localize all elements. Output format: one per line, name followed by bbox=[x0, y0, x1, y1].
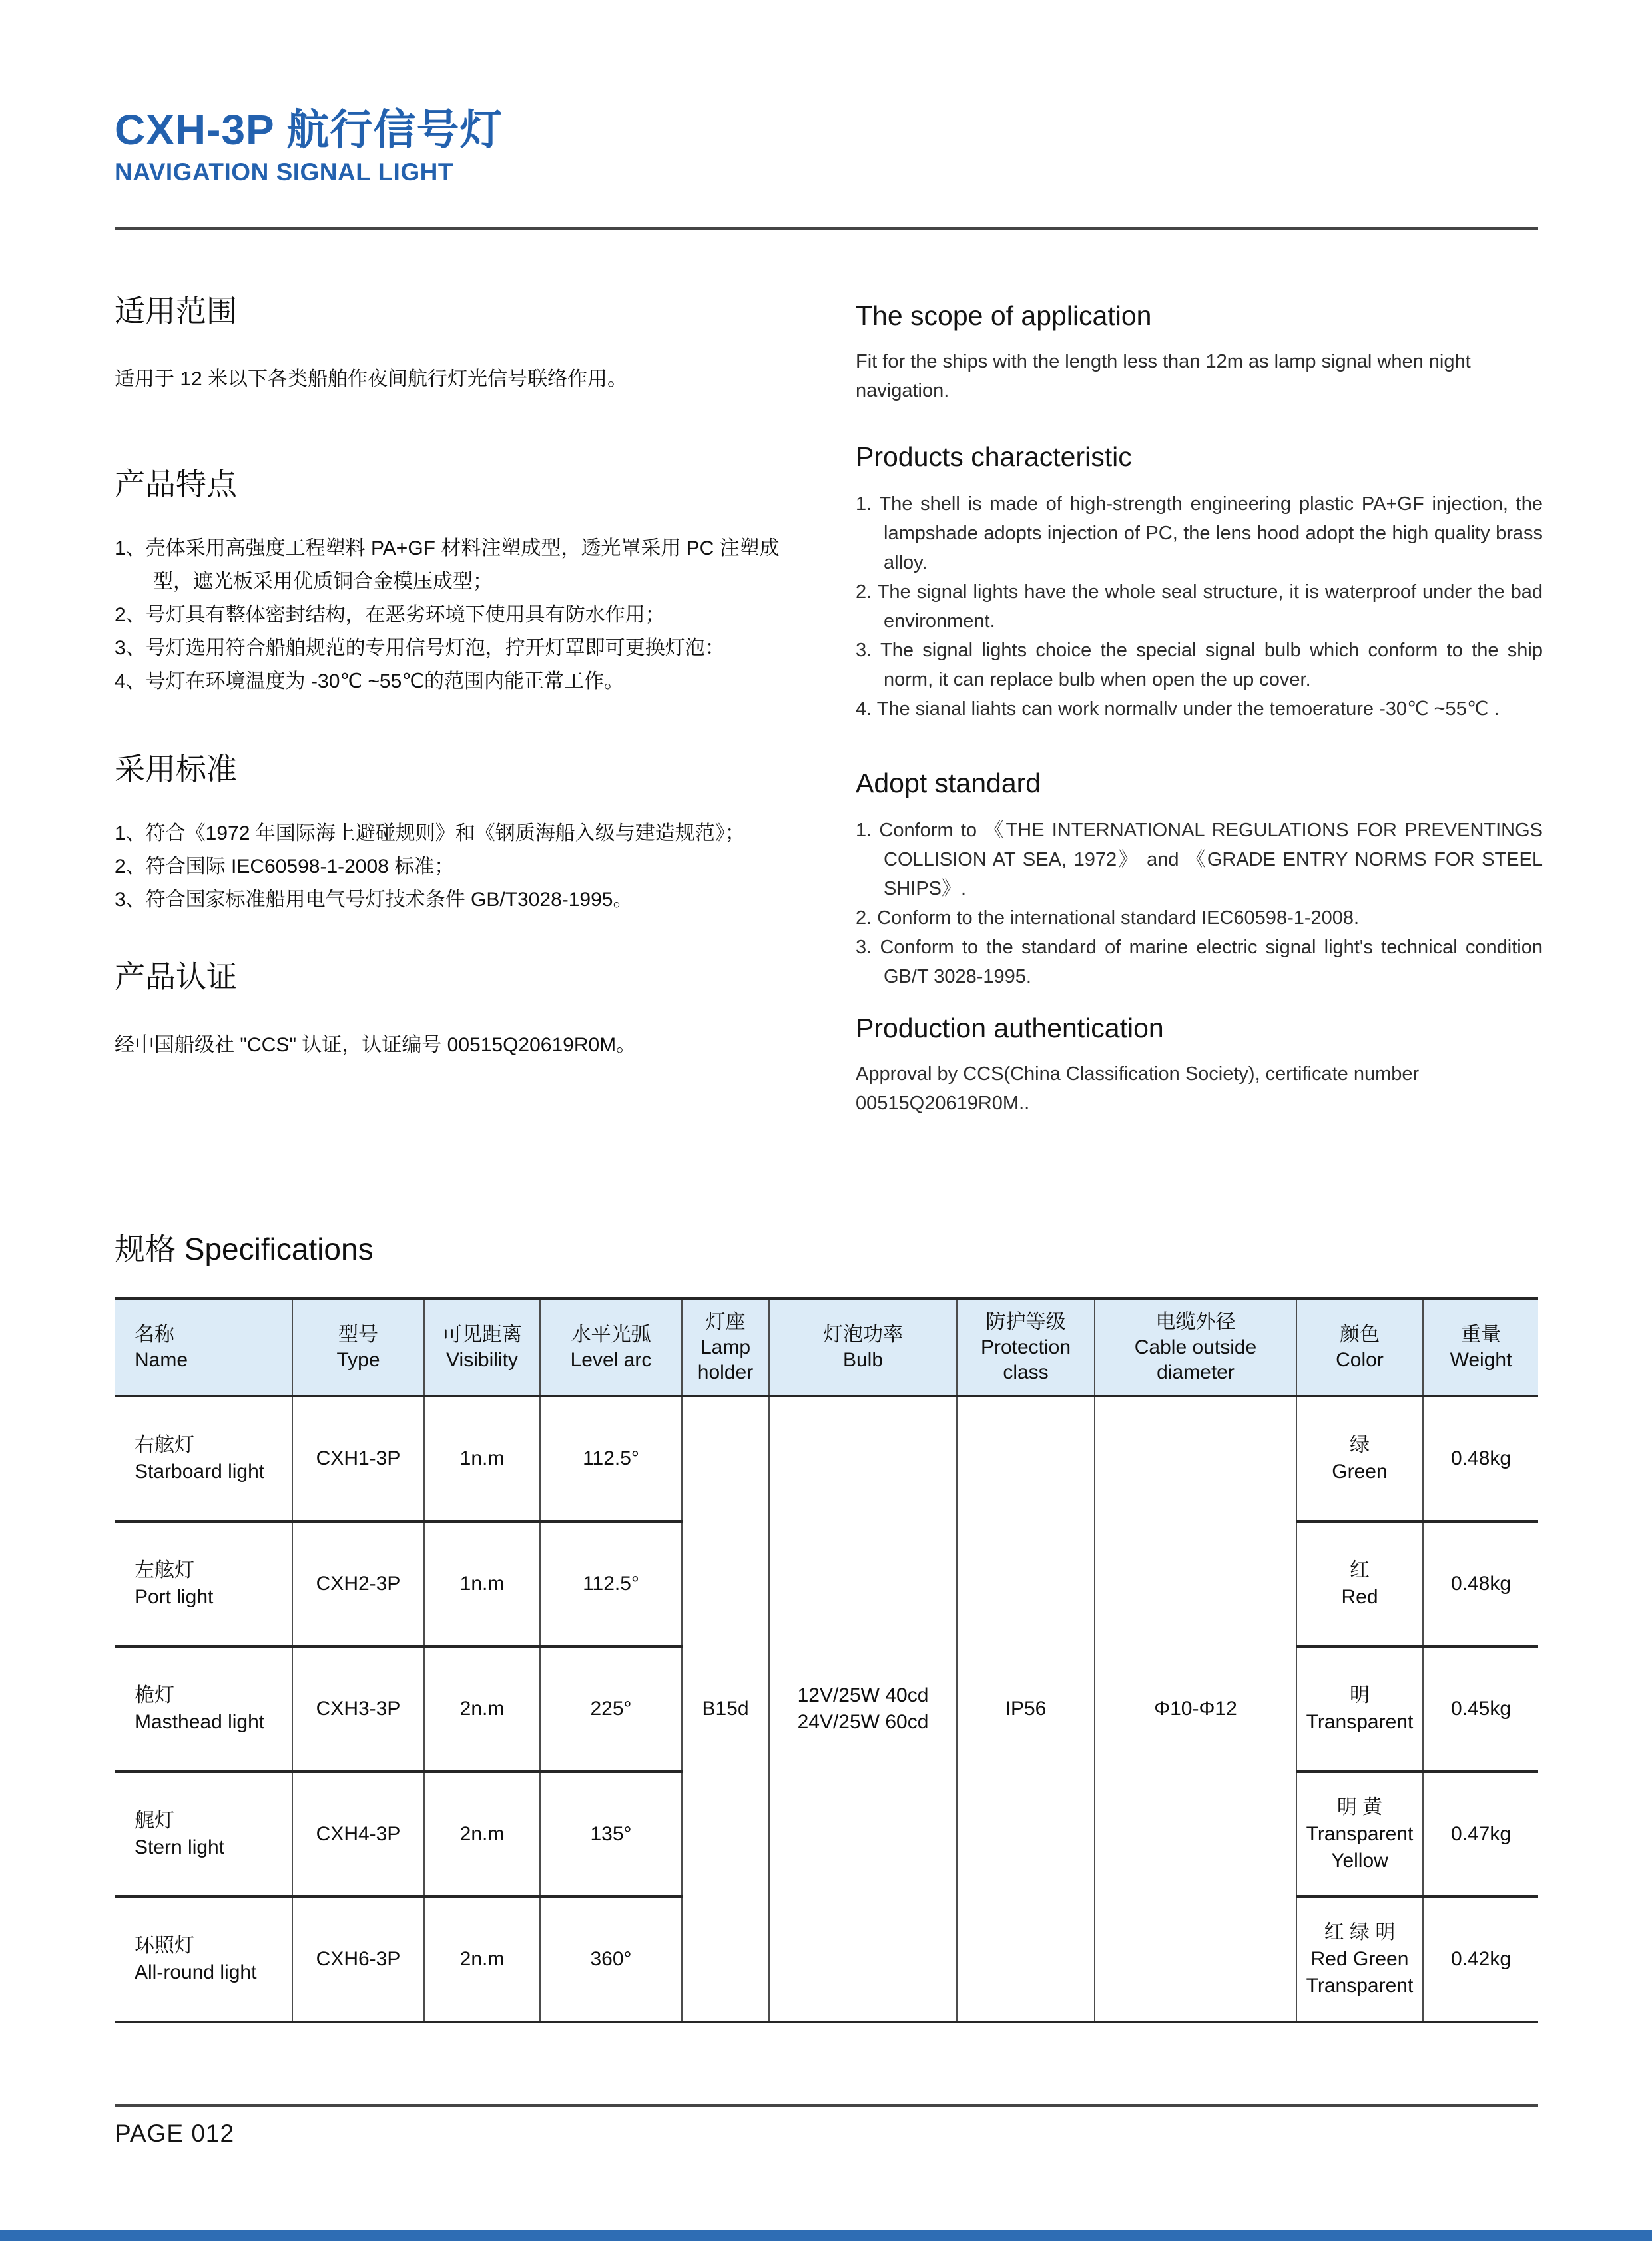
col-header-name bbox=[115, 1299, 292, 1397]
cell-visibility: 1n.m bbox=[424, 1396, 540, 1521]
col-header-visibility bbox=[424, 1299, 540, 1397]
list-item: 3. The signal lights choice the special signal bulb which conform to the ship norm, it can replace bulb when open the up cover. bbox=[856, 640, 1543, 691]
col-header-cn: 电缆外径 bbox=[1155, 1311, 1236, 1333]
specifications-heading: 规格 Specifications bbox=[115, 1232, 374, 1266]
color-cn: 明 bbox=[1350, 1684, 1370, 1706]
cell-weight: 0.48kg bbox=[1423, 1396, 1538, 1521]
cell-visibility: 2n.m bbox=[424, 1646, 540, 1772]
col-header-cn: 水平光弧 bbox=[571, 1324, 651, 1346]
name-cn: 左舷灯 bbox=[135, 1559, 194, 1581]
col-header-en: Bulb bbox=[842, 1349, 884, 1371]
list-item: 2. Conform to the international standard IEC60598-1-2008. bbox=[856, 907, 1360, 929]
col-header-en: Weight bbox=[1450, 1349, 1512, 1371]
header-divider bbox=[115, 227, 1538, 230]
section-body: 适用于 12 米以下各类船舶作夜间航行灯光信号联络作用。 bbox=[115, 368, 628, 391]
list-item: 2. The signal lights have the whole seal structure, it is waterproof under the bad environment. bbox=[856, 581, 1543, 632]
cell-color bbox=[1296, 1521, 1423, 1646]
name-cn: 艉灯 bbox=[135, 1810, 174, 1832]
col-header-cable-diameter bbox=[1095, 1299, 1296, 1397]
col-header-weight bbox=[1423, 1299, 1538, 1397]
cell-level-arc: 112.5° bbox=[540, 1521, 682, 1646]
bulb-line-2: 24V/25W 60cd bbox=[797, 1711, 929, 1733]
cell-weight: 0.47kg bbox=[1423, 1772, 1538, 1897]
list-item: 1、符合《1972 年国际海上避碰规则》和《钢质海船入级与建造规范》； bbox=[115, 822, 745, 845]
standard-list bbox=[856, 816, 1543, 991]
name-cn: 右舷灯 bbox=[135, 1434, 194, 1456]
color-en: Transparent bbox=[1306, 1711, 1414, 1733]
cell-type: CXH1-3P bbox=[292, 1396, 424, 1521]
col-header-cn: 型号 bbox=[338, 1324, 378, 1346]
name-en: Port light bbox=[135, 1586, 214, 1608]
section-heading: 采用标准 bbox=[115, 752, 237, 786]
col-header-cn: 颜色 bbox=[1340, 1324, 1380, 1346]
col-header-cn: 灯座 bbox=[705, 1311, 746, 1333]
specifications-table bbox=[115, 1297, 1538, 2023]
list-item: 1. The shell is made of high-strength engineering plastic PA+GF injection, the lampshade adopts injection of PC, the lens hood adopt the high quality brass alloy. bbox=[856, 493, 1543, 574]
col-header-en: Protection class bbox=[980, 1336, 1071, 1383]
color-cn: 红 bbox=[1350, 1559, 1370, 1581]
color-cn: 红 绿 明 bbox=[1324, 1921, 1396, 1943]
cell-cable-diameter: Φ10-Φ12 bbox=[1095, 1396, 1296, 2022]
cell-level-arc: 135° bbox=[540, 1772, 682, 1897]
col-header-type bbox=[292, 1299, 424, 1397]
list-item: 2、号灯具有整体密封结构，在恶劣环境下使用具有防水作用； bbox=[115, 604, 665, 626]
cell-color bbox=[1296, 1772, 1423, 1897]
col-header-cn: 名称 bbox=[135, 1324, 174, 1346]
bulb-line-1: 12V/25W 40cd bbox=[797, 1684, 929, 1706]
cell-type: CXH4-3P bbox=[292, 1772, 424, 1897]
section-heading: The scope of application bbox=[856, 300, 1152, 331]
section-body: 经中国船级社 "CCS" 认证，认证编号 00515Q20619R0M。 bbox=[115, 1034, 637, 1057]
color-cn: 绿 bbox=[1350, 1434, 1370, 1456]
list-item: 4、号灯在环境温度为 -30℃ ~55℃的范围内能正常工作。 bbox=[115, 670, 624, 693]
cell-name bbox=[115, 1521, 292, 1646]
color-en: Transparent Yellow bbox=[1306, 1823, 1414, 1871]
color-cn: 明 黄 bbox=[1336, 1796, 1383, 1818]
cell-name bbox=[115, 1396, 292, 1521]
name-en: Starboard light bbox=[135, 1461, 265, 1483]
page-number: PAGE 012 bbox=[115, 2120, 235, 2147]
cell-weight: 0.48kg bbox=[1423, 1521, 1538, 1646]
standards-list bbox=[115, 817, 787, 917]
col-header-level-arc bbox=[540, 1299, 682, 1397]
name-en: Stern light bbox=[135, 1836, 225, 1858]
cell-protection-class: IP56 bbox=[957, 1396, 1095, 2022]
list-item: 4. The sianal liahts can work normallv under the temoerature -30℃ ~55℃ . bbox=[856, 698, 1500, 720]
section-heading: 产品特点 bbox=[115, 467, 237, 501]
list-item: 1、壳体采用高强度工程塑料 PA+GF 材料注塑成型，透光罩采用 PC 注塑成型，遮光板采用优质铜合金模压成型； bbox=[115, 537, 780, 593]
cell-visibility: 1n.m bbox=[424, 1521, 540, 1646]
cell-color bbox=[1296, 1396, 1423, 1521]
cell-bulb bbox=[769, 1396, 957, 2022]
name-en: All-round light bbox=[135, 1961, 257, 1983]
section-authentication-en bbox=[856, 1012, 1543, 1118]
name-cn: 环照灯 bbox=[135, 1935, 194, 1957]
footer-divider bbox=[115, 2104, 1538, 2107]
col-header-cn: 灯泡功率 bbox=[823, 1324, 903, 1346]
color-en: Green bbox=[1332, 1461, 1388, 1483]
list-item: 3、号灯选用符合船舶规范的专用信号灯泡，拧开灯罩即可更换灯泡： bbox=[115, 637, 725, 660]
cell-lamp-holder: B15d bbox=[682, 1396, 769, 2022]
footer-accent-bar bbox=[0, 2230, 1652, 2241]
characteristics-list bbox=[856, 489, 1543, 724]
section-scope-cn bbox=[115, 293, 787, 396]
cell-color bbox=[1296, 1897, 1423, 2022]
section-certification-cn bbox=[115, 959, 787, 1062]
table-header-row bbox=[115, 1299, 1538, 1397]
section-characteristics-en bbox=[856, 441, 1543, 724]
list-item: 3、符合国家标准船用电气号灯技术条件 GB/T3028-1995。 bbox=[115, 889, 633, 911]
cell-weight: 0.42kg bbox=[1423, 1897, 1538, 2022]
section-features-cn bbox=[115, 466, 787, 698]
table-row bbox=[115, 1396, 1538, 1521]
col-header-lamp-holder bbox=[682, 1299, 769, 1397]
section-body: Fit for the ships with the length less than 12m as lamp signal when night navigation. bbox=[856, 351, 1471, 402]
col-header-en: Name bbox=[135, 1349, 188, 1371]
cell-level-arc: 112.5° bbox=[540, 1396, 682, 1521]
feature-list bbox=[115, 532, 787, 698]
col-header-cn: 防护等级 bbox=[985, 1311, 1066, 1333]
section-standards-cn bbox=[115, 751, 787, 917]
col-header-en: Cable outside diameter bbox=[1134, 1336, 1257, 1383]
cell-type: CXH2-3P bbox=[292, 1521, 424, 1646]
list-item: 3. Conform to the standard of marine electric signal light's technical condition GB/T 3028-1995. bbox=[856, 937, 1543, 988]
cell-visibility: 2n.m bbox=[424, 1897, 540, 2022]
cell-level-arc: 225° bbox=[540, 1646, 682, 1772]
list-item: 1. Conform to 《THE INTERNATIONAL REGULATIONS FOR PREVENTINGS COLLISION AT SEA, 1972》 and 《GRADE ENTRY NORMS FOR STEEL SHIPS》. bbox=[856, 820, 1543, 900]
name-cn: 桅灯 bbox=[135, 1684, 174, 1706]
col-header-en: Lamp holder bbox=[697, 1336, 754, 1383]
cell-name bbox=[115, 1646, 292, 1772]
section-heading: 适用范围 bbox=[115, 294, 237, 328]
section-standard-en bbox=[856, 767, 1543, 991]
col-header-color bbox=[1296, 1299, 1423, 1397]
col-header-cn: 可见距离 bbox=[442, 1324, 522, 1346]
section-heading: Production authentication bbox=[856, 1013, 1164, 1043]
cell-name bbox=[115, 1772, 292, 1897]
product-title: CXH-3P 航行信号灯 bbox=[115, 106, 503, 154]
section-heading: Products characteristic bbox=[856, 441, 1132, 472]
cell-level-arc: 360° bbox=[540, 1897, 682, 2022]
list-item: 2、符合国际 IEC60598-1-2008 标准； bbox=[115, 856, 455, 878]
cell-type: CXH6-3P bbox=[292, 1897, 424, 2022]
col-header-protection-class bbox=[957, 1299, 1095, 1397]
col-header-cn: 重量 bbox=[1461, 1324, 1501, 1346]
col-header-en: Type bbox=[336, 1349, 380, 1371]
cell-type: CXH3-3P bbox=[292, 1646, 424, 1772]
product-subtitle: NAVIGATION SIGNAL LIGHT bbox=[115, 158, 453, 186]
col-header-en: Color bbox=[1336, 1349, 1384, 1371]
section-scope-en bbox=[856, 300, 1543, 405]
color-en: Red bbox=[1341, 1586, 1378, 1608]
section-heading: 产品认证 bbox=[115, 959, 237, 994]
page-header bbox=[115, 107, 1538, 186]
cell-name bbox=[115, 1897, 292, 2022]
col-header-bulb bbox=[769, 1299, 957, 1397]
cell-weight: 0.45kg bbox=[1423, 1646, 1538, 1772]
col-header-en: Level arc bbox=[570, 1349, 652, 1371]
col-header-en: Visibility bbox=[446, 1349, 518, 1371]
cell-visibility: 2n.m bbox=[424, 1772, 540, 1897]
color-en: Red Green Transparent bbox=[1306, 1948, 1414, 1997]
cell-color bbox=[1296, 1646, 1423, 1772]
name-en: Masthead light bbox=[135, 1711, 265, 1733]
section-body: Approval by CCS(China Classification Society), certificate number 00515Q20619R0M.. bbox=[856, 1063, 1420, 1115]
section-heading: Adopt standard bbox=[856, 768, 1041, 798]
